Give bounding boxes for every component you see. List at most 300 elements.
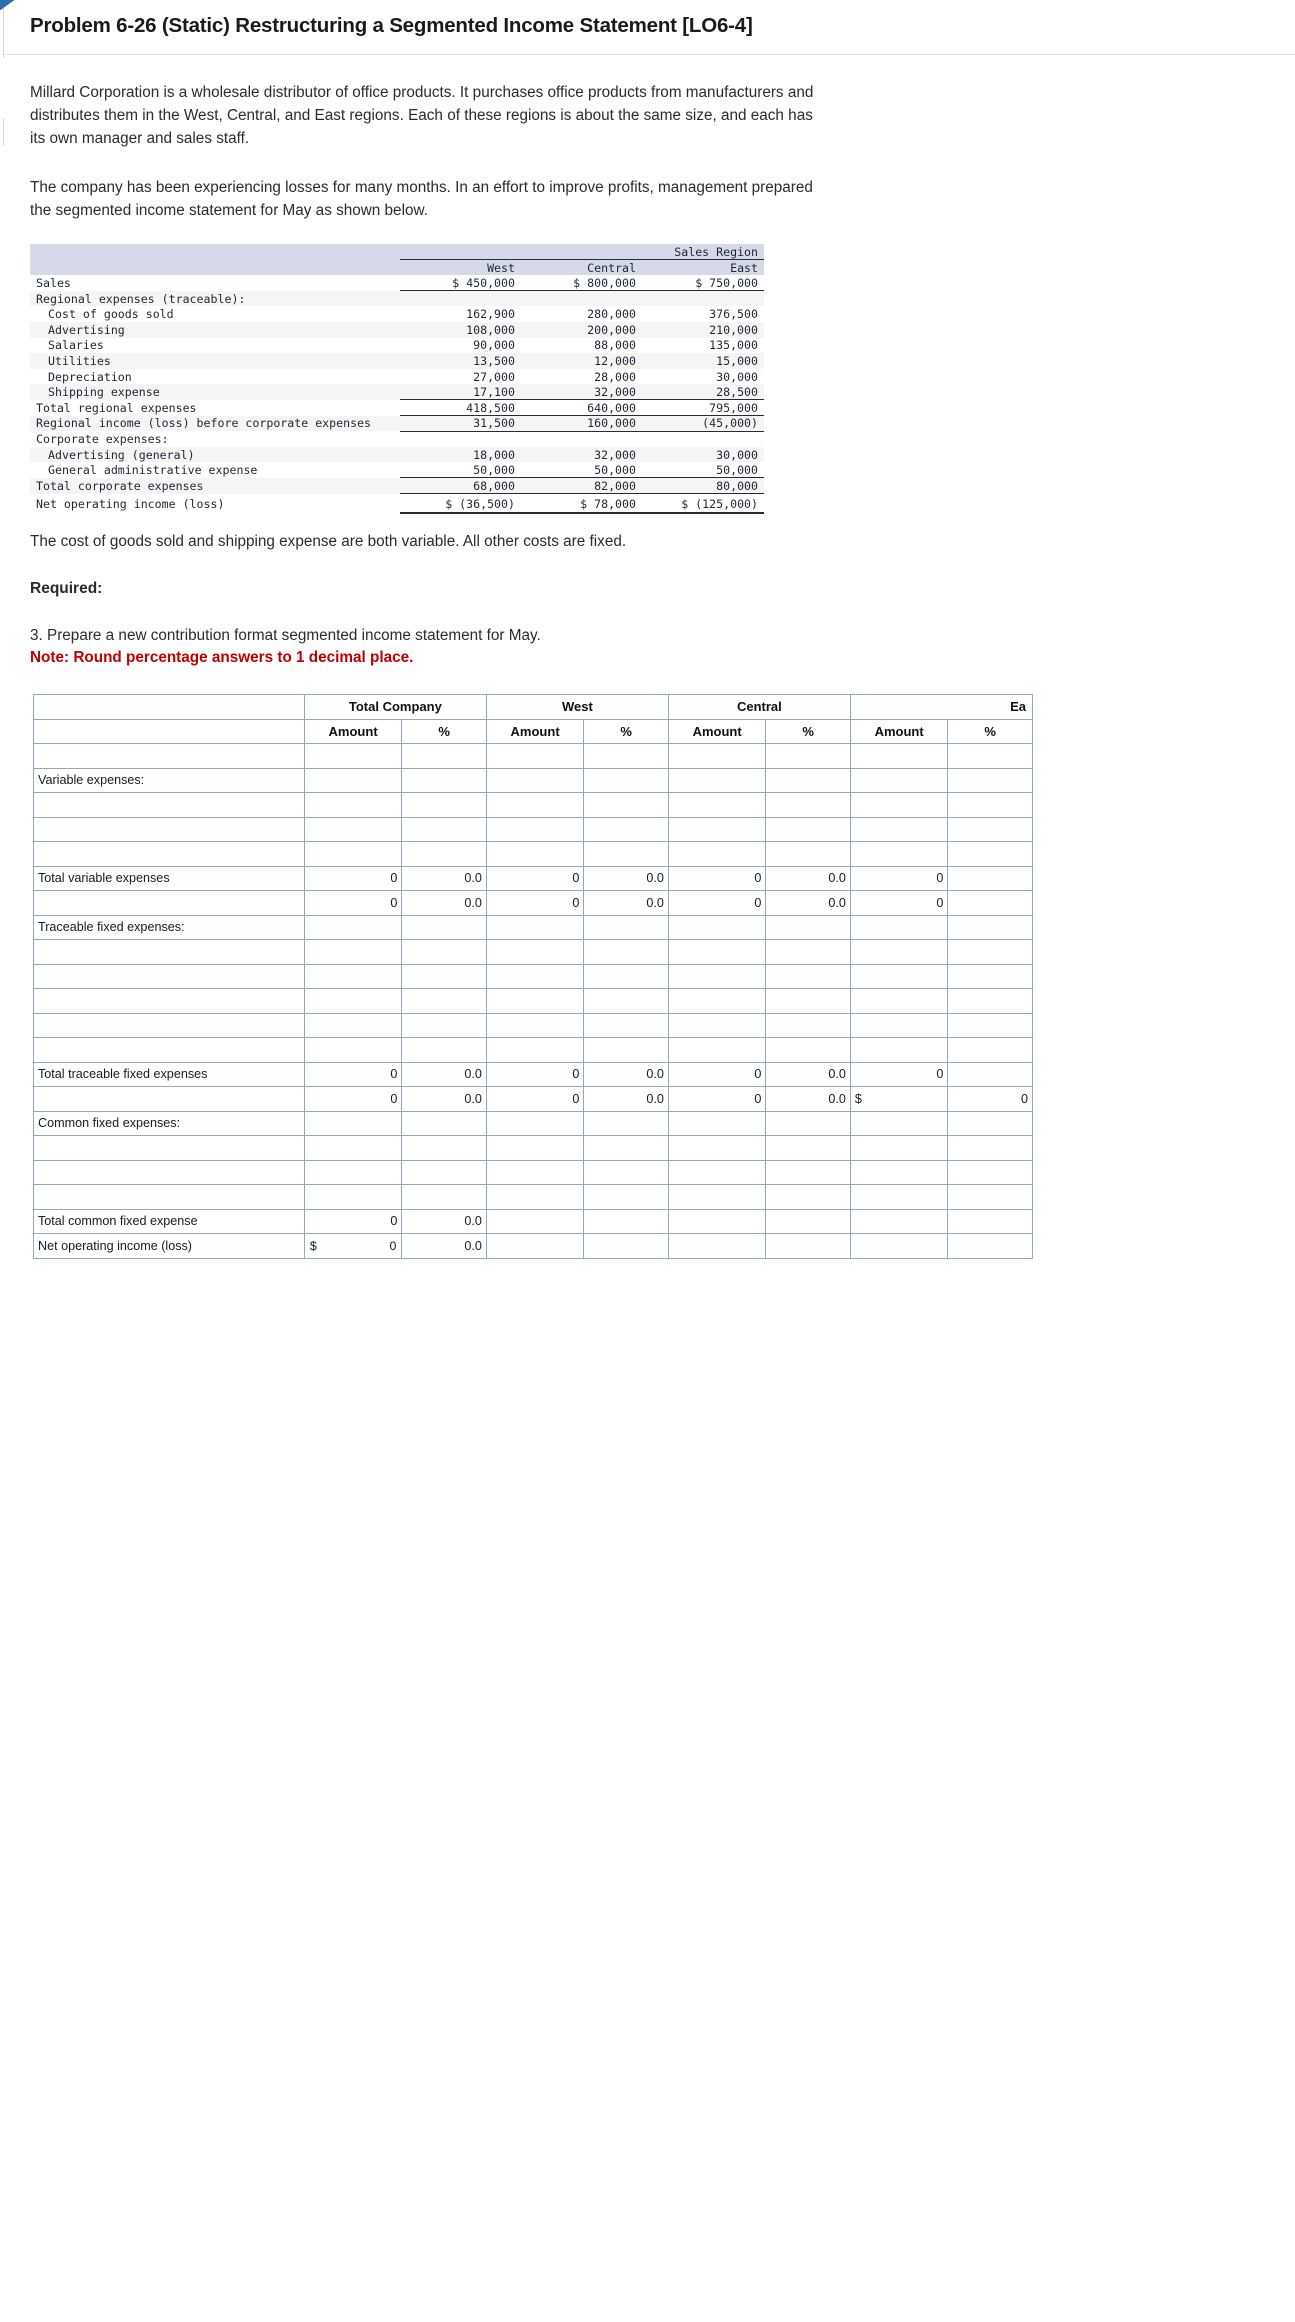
row-label: Advertising (48, 322, 125, 337)
blank-cell (766, 1185, 851, 1210)
row-label: Depreciation (48, 369, 132, 384)
row-value-central: 32,000 (594, 447, 636, 462)
sales-amount-east-input[interactable] (850, 744, 948, 769)
contribution-margin-amount-east: 0 (850, 891, 948, 916)
variable-2-amount-total-input[interactable] (304, 817, 402, 842)
traceable-3-amount-east-input[interactable] (850, 989, 948, 1014)
row-value-west: 108,000 (466, 322, 515, 337)
traceable-4-pct-east-input[interactable] (948, 1013, 1033, 1038)
sales-pct-west-input[interactable] (584, 744, 669, 769)
sheet-row-traceable-5 (34, 1038, 1033, 1063)
row-value-east: 376,500 (709, 307, 759, 322)
variable-1-amount-west-input[interactable] (486, 793, 584, 818)
blank-cell (850, 1111, 948, 1136)
segment-margin-pct-total: 0.0 (402, 1087, 487, 1112)
blank-cell (850, 768, 948, 793)
sales-pct-east-input[interactable] (948, 744, 1033, 769)
blank-cell (304, 768, 402, 793)
sheet-row-traceable-2 (34, 964, 1033, 989)
blank-cell (584, 768, 669, 793)
traceable-3-amount-west-input[interactable] (486, 989, 584, 1014)
segment-margin-amount-total: 0 (304, 1087, 402, 1112)
common-fixed-label: Common fixed expenses: (34, 1111, 305, 1136)
variable-3-amount-total-input[interactable] (304, 842, 402, 867)
contribution-format-table (33, 694, 1033, 1259)
sheet-sub-amount-east: Amount (850, 719, 948, 744)
row-label: Regional expenses (traceable): (36, 291, 246, 306)
problem-paragraph-3: The cost of goods sold and shipping expense are both variable. All other costs are fixed. (30, 533, 627, 550)
segment-margin-description-input[interactable] (34, 1087, 305, 1112)
row-value-east: 210,000 (709, 322, 759, 337)
rounding-note: Note: Round percentage answers to 1 decimal place. (30, 649, 414, 666)
blank-cell (668, 915, 766, 940)
variable-2-pct-east-input[interactable] (948, 817, 1033, 842)
row-value-east: 50,000 (642, 462, 764, 478)
traceable-3-amount-total-input[interactable] (304, 989, 402, 1014)
row-label: Sales (36, 275, 71, 290)
column-header-central: Central (587, 260, 636, 275)
problem-paragraph-1: Millard Corporation is a wholesale distributor of office products. It purchases office products from manufacturers and distributes them in the West, Central, and East regions. Each of these regions is about the same size, and each has its own manager and sales staff. (30, 84, 814, 147)
contribution-margin-description-input[interactable] (34, 891, 305, 916)
blank-cell (486, 1234, 584, 1259)
required-heading: Required: (30, 580, 103, 597)
variable-1-amount-total-input[interactable] (304, 793, 402, 818)
total-traceable-label: Total traceable fixed expenses (34, 1062, 305, 1087)
traceable-2-amount-central-input[interactable] (668, 964, 766, 989)
total-common-label: Total common fixed expense (34, 1209, 305, 1234)
column-header-west: West (487, 260, 515, 275)
table-row (30, 384, 764, 400)
blank-cell (486, 1136, 584, 1161)
sheet-group-header-row (34, 695, 1033, 720)
sheet-group-total-company: Total Company (304, 695, 486, 720)
row-value-west: 27,000 (473, 369, 515, 384)
sales-description-input[interactable] (34, 744, 305, 769)
blank-cell (850, 1234, 948, 1259)
variable-2-pct-central-input[interactable] (766, 817, 851, 842)
segment-margin-amount-east: 0 (948, 1087, 1033, 1112)
table-row (30, 353, 764, 369)
total-variable-pct-west: 0.0 (584, 866, 669, 891)
variable-1-pct-total-input[interactable] (402, 793, 487, 818)
variable-3-description-input[interactable] (34, 842, 305, 867)
row-label: General administrative expense (48, 463, 258, 478)
page-title: Problem 6-26 (Static) Restructuring a Segmented Income Statement [LO6-4] (0, 0, 1295, 55)
blank-cell (584, 915, 669, 940)
blank-cell (668, 1234, 766, 1259)
row-value-west: 13,500 (473, 353, 515, 368)
blank-cell (486, 1111, 584, 1136)
sales-pct-total-input[interactable] (402, 744, 487, 769)
total-variable-label: Total variable expenses (34, 866, 305, 891)
sheet-row-variable-1 (34, 793, 1033, 818)
blank-cell (668, 768, 766, 793)
traceable-4-pct-total-input[interactable] (402, 1013, 487, 1038)
table-row (30, 275, 764, 291)
blank-cell (766, 915, 851, 940)
row-label: Regional income (loss) before corporate expenses (36, 416, 372, 431)
page-edge-decoration-mid (0, 118, 4, 146)
total-variable-amount-west: 0 (486, 866, 584, 891)
net-operating-amount-total: 0 (389, 1238, 397, 1253)
contribution-margin-pct-total: 0.0 (402, 891, 487, 916)
sheet-sub-blank (34, 719, 305, 744)
segment-margin-pct-west: 0.0 (584, 1087, 669, 1112)
net-operating-label: Net operating income (loss) (34, 1234, 305, 1259)
sheet-row-common-2 (34, 1160, 1033, 1185)
row-value-west: 17,100 (400, 384, 521, 400)
sheet-row-traceable-3 (34, 989, 1033, 1014)
variable-2-amount-central-input[interactable] (668, 817, 766, 842)
total-variable-amount-east: 0 (850, 866, 948, 891)
sheet-group-west: West (486, 695, 668, 720)
blank-cell (948, 1185, 1033, 1210)
traceable-3-description-input[interactable] (34, 989, 305, 1014)
traceable-4-amount-central-input[interactable] (668, 1013, 766, 1038)
total-variable-pct-total: 0.0 (402, 866, 487, 891)
table-row (30, 306, 764, 322)
segmented-income-statement (0, 222, 1295, 514)
sheet-row-variable-expenses-header (34, 768, 1033, 793)
traceable-fixed-label: Traceable fixed expenses: (34, 915, 305, 940)
contribution-margin-amount-west: 0 (486, 891, 584, 916)
traceable-2-amount-west-input[interactable] (486, 964, 584, 989)
blank-cell (304, 1111, 402, 1136)
blank-cell (584, 1160, 669, 1185)
row-value-east: (45,000) (642, 416, 764, 432)
row-value-east: 80,000 (642, 478, 764, 494)
row-value-west: 90,000 (473, 338, 515, 353)
blank-cell (668, 1185, 766, 1210)
variable-3-pct-central-input[interactable] (766, 842, 851, 867)
blank-cell (486, 1209, 584, 1234)
row-value-east: 28,500 (642, 384, 764, 400)
sales-pct-central-input[interactable] (766, 744, 851, 769)
sales-amount-central-input[interactable] (668, 744, 766, 769)
row-label: Advertising (general) (48, 447, 195, 462)
blank-cell (584, 1234, 669, 1259)
blank-cell (402, 1111, 487, 1136)
traceable-3-pct-west-input[interactable] (584, 989, 669, 1014)
blank-cell (766, 1136, 851, 1161)
row-value-central: $ 800,000 (521, 275, 642, 291)
total-traceable-amount-west: 0 (486, 1062, 584, 1087)
traceable-4-amount-west-input[interactable] (486, 1013, 584, 1038)
income-statement-table (30, 244, 764, 514)
table-row (30, 416, 764, 432)
sheet-row-contribution-margin (34, 891, 1033, 916)
blank-cell (948, 1160, 1033, 1185)
row-value-central: $ 78,000 (521, 494, 642, 514)
row-label: Total regional expenses (36, 400, 197, 415)
sheet-sub-pct-central: % (766, 719, 851, 744)
variable-2-pct-total-input[interactable] (402, 817, 487, 842)
row-value-west: 50,000 (400, 462, 521, 478)
contribution-margin-pct-central: 0.0 (766, 891, 851, 916)
segment-margin-dollar-east: $ (850, 1087, 948, 1112)
traceable-4-pct-west-input[interactable] (584, 1013, 669, 1038)
traceable-3-pct-total-input[interactable] (402, 989, 487, 1014)
traceable-5-pct-central-input[interactable] (766, 1038, 851, 1063)
total-variable-amount-total: 0 (304, 866, 402, 891)
common-1-pct-total (402, 1136, 487, 1161)
traceable-1-pct-east-input[interactable] (948, 940, 1033, 965)
traceable-4-amount-total-input[interactable] (304, 1013, 402, 1038)
traceable-5-pct-east-input[interactable] (948, 1038, 1033, 1063)
traceable-1-amount-west-input[interactable] (486, 940, 584, 965)
table-row (30, 400, 764, 416)
sheet-row-sales (34, 744, 1033, 769)
variable-3-amount-west-input[interactable] (486, 842, 584, 867)
sheet-row-variable-3 (34, 842, 1033, 867)
row-value-central: 82,000 (521, 478, 642, 494)
traceable-3-pct-central-input[interactable] (766, 989, 851, 1014)
variable-2-description-input[interactable] (34, 817, 305, 842)
row-label: Salaries (48, 338, 104, 353)
variable-2-amount-east-input[interactable] (850, 817, 948, 842)
row-value-west: $ 450,000 (400, 275, 521, 291)
blank-corner-2 (30, 260, 400, 276)
total-traceable-amount-total: 0 (304, 1062, 402, 1087)
net-operating-pct-total: 0.0 (402, 1234, 487, 1259)
total-traceable-pct-central: 0.0 (766, 1062, 851, 1087)
sheet-sub-header-row (34, 719, 1033, 744)
blank-cell (766, 1209, 851, 1234)
blank-cell (948, 915, 1033, 940)
blank-cell (668, 1209, 766, 1234)
variable-3-pct-east-input[interactable] (948, 842, 1033, 867)
traceable-4-description-input[interactable] (34, 1013, 305, 1038)
total-common-pct-total: 0.0 (402, 1209, 487, 1234)
sheet-row-traceable-1 (34, 940, 1033, 965)
blank-cell (850, 915, 948, 940)
total-traceable-pct-east (948, 1062, 1033, 1087)
blank-cell (668, 1111, 766, 1136)
row-label: Net operating income (loss) (36, 496, 225, 511)
variable-1-amount-central-input[interactable] (668, 793, 766, 818)
variable-3-pct-total-input[interactable] (402, 842, 487, 867)
row-value-east (642, 291, 764, 307)
table-row (30, 494, 764, 514)
traceable-5-description-input[interactable] (34, 1038, 305, 1063)
common-2-pct-total (402, 1160, 487, 1185)
common-1-amount-total-input[interactable] (304, 1136, 402, 1161)
total-traceable-amount-east: 0 (850, 1062, 948, 1087)
sales-amount-west-input[interactable] (486, 744, 584, 769)
table-group-header-row (30, 244, 764, 260)
sheet-row-traceable-fixed-header (34, 915, 1033, 940)
blank-cell (766, 1160, 851, 1185)
traceable-2-pct-east-input[interactable] (948, 964, 1033, 989)
blank-cell (584, 1111, 669, 1136)
row-value-east: $ (125,000) (642, 494, 764, 514)
segment-margin-amount-central: 0 (668, 1087, 766, 1112)
traceable-2-pct-central-input[interactable] (766, 964, 851, 989)
variable-2-amount-west-input[interactable] (486, 817, 584, 842)
answer-spreadsheet (0, 668, 1295, 1259)
total-traceable-pct-total: 0.0 (402, 1062, 487, 1087)
blank-cell (584, 1185, 669, 1210)
traceable-5-amount-central-input[interactable] (668, 1038, 766, 1063)
variable-3-amount-central-input[interactable] (668, 842, 766, 867)
variable-2-pct-west-input[interactable] (584, 817, 669, 842)
traceable-1-amount-central-input[interactable] (668, 940, 766, 965)
traceable-3-pct-east-input[interactable] (948, 989, 1033, 1014)
traceable-5-pct-total-input[interactable] (402, 1038, 487, 1063)
total-variable-pct-central: 0.0 (766, 866, 851, 891)
row-value-central (521, 431, 642, 447)
row-label: Shipping expense (48, 385, 160, 400)
traceable-5-amount-east-input[interactable] (850, 1038, 948, 1063)
variable-1-description-input[interactable] (34, 793, 305, 818)
sheet-row-total-common (34, 1209, 1033, 1234)
row-label: Cost of goods sold (48, 307, 174, 322)
sheet-sub-pct-west: % (584, 719, 669, 744)
sheet-row-total-variable (34, 866, 1033, 891)
row-value-central: 640,000 (521, 400, 642, 416)
row-value-east: 795,000 (642, 400, 764, 416)
traceable-4-pct-central-input[interactable] (766, 1013, 851, 1038)
sheet-sub-amount-total: Amount (304, 719, 402, 744)
sheet-sub-pct-total: % (402, 719, 487, 744)
blank-cell (850, 1160, 948, 1185)
variable-1-pct-central-input[interactable] (766, 793, 851, 818)
variable-1-pct-west-input[interactable] (584, 793, 669, 818)
blank-cell (948, 1136, 1033, 1161)
traceable-2-description-input[interactable] (34, 964, 305, 989)
row-value-west: $ (36,500) (400, 494, 521, 514)
sheet-group-central: Central (668, 695, 850, 720)
contribution-margin-pct-east (948, 891, 1033, 916)
row-value-central: 88,000 (594, 338, 636, 353)
common-3-amount-total-input[interactable] (304, 1185, 402, 1210)
segment-margin-amount-west: 0 (486, 1087, 584, 1112)
blank-cell (948, 1234, 1033, 1259)
traceable-1-description-input[interactable] (34, 940, 305, 965)
variable-3-amount-east-input[interactable] (850, 842, 948, 867)
sheet-sub-amount-central: Amount (668, 719, 766, 744)
row-value-east: 15,000 (716, 353, 759, 368)
sheet-group-east: Ea (850, 695, 1032, 720)
blank-cell (668, 1136, 766, 1161)
traceable-5-amount-total-input[interactable] (304, 1038, 402, 1063)
blank-cell (486, 768, 584, 793)
common-2-description-input[interactable] (34, 1160, 305, 1185)
traceable-5-pct-west-input[interactable] (584, 1038, 669, 1063)
traceable-1-pct-central-input[interactable] (766, 940, 851, 965)
traceable-2-pct-west-input[interactable] (584, 964, 669, 989)
row-value-west: 68,000 (400, 478, 521, 494)
variable-1-pct-east-input[interactable] (948, 793, 1033, 818)
blank-cell (402, 915, 487, 940)
blank-cell (402, 768, 487, 793)
row-value-central: 32,000 (521, 384, 642, 400)
traceable-3-amount-central-input[interactable] (668, 989, 766, 1014)
row-value-east: 135,000 (709, 338, 759, 353)
row-label: Total corporate expenses (36, 478, 204, 493)
table-column-header-row (30, 260, 764, 276)
traceable-1-amount-east-input[interactable] (850, 940, 948, 965)
variable-1-amount-east-input[interactable] (850, 793, 948, 818)
row-value-central: 200,000 (587, 322, 636, 337)
traceable-1-pct-west-input[interactable] (584, 940, 669, 965)
requirement-text: 3. Prepare a new contribution format segmented income statement for May. (30, 627, 541, 644)
blank-corner (30, 244, 400, 260)
net-operating-dollar-sign: $ (309, 1238, 317, 1253)
row-value-west: 418,500 (400, 400, 521, 416)
total-traceable-pct-west: 0.0 (584, 1062, 669, 1087)
row-label: Utilities (48, 353, 111, 368)
sheet-sub-pct-east: % (948, 719, 1033, 744)
blank-cell (948, 1209, 1033, 1234)
traceable-5-amount-west-input[interactable] (486, 1038, 584, 1063)
table-row (30, 462, 764, 478)
common-2-amount-total-input[interactable] (304, 1160, 402, 1185)
row-value-central: 50,000 (521, 462, 642, 478)
net-operating-amount-total-cell (304, 1234, 402, 1259)
sales-amount-total-input[interactable] (304, 744, 402, 769)
segment-margin-pct-central: 0.0 (766, 1087, 851, 1112)
row-value-east: $ 750,000 (642, 275, 764, 291)
table-row (30, 322, 764, 338)
table-row (30, 447, 764, 463)
common-1-description-input[interactable] (34, 1136, 305, 1161)
group-header-sales-region: Sales Region (400, 244, 764, 260)
row-value-central (521, 291, 642, 307)
traceable-1-amount-total-input[interactable] (304, 940, 402, 965)
total-variable-pct-east (948, 866, 1033, 891)
blank-cell (850, 1209, 948, 1234)
blank-cell (486, 1185, 584, 1210)
row-value-central: 12,000 (594, 353, 636, 368)
total-traceable-amount-central: 0 (668, 1062, 766, 1087)
sheet-row-variable-2 (34, 817, 1033, 842)
traceable-2-amount-east-input[interactable] (850, 964, 948, 989)
total-common-amount-total: 0 (304, 1209, 402, 1234)
traceable-2-amount-total-input[interactable] (304, 964, 402, 989)
sheet-corner-blank (34, 695, 305, 720)
row-value-west (400, 431, 521, 447)
problem-paragraph-2: The company has been experiencing losses for many months. In an effort to improve profits, management prepared the segmented income statement for May as shown below. (30, 179, 813, 219)
sheet-row-segment-margin (34, 1087, 1033, 1112)
sheet-row-traceable-4 (34, 1013, 1033, 1038)
column-header-east: East (730, 260, 759, 275)
traceable-2-pct-total-input[interactable] (402, 964, 487, 989)
row-value-central: 280,000 (587, 307, 636, 322)
row-value-central: 28,000 (594, 369, 636, 384)
table-row (30, 291, 764, 307)
contribution-margin-amount-central: 0 (668, 891, 766, 916)
table-row (30, 431, 764, 447)
traceable-4-amount-east-input[interactable] (850, 1013, 948, 1038)
row-value-central: 160,000 (521, 416, 642, 432)
sheet-row-common-3 (34, 1185, 1033, 1210)
blank-cell (584, 1136, 669, 1161)
variable-3-pct-west-input[interactable] (584, 842, 669, 867)
blank-cell (766, 768, 851, 793)
common-3-pct-total (402, 1185, 487, 1210)
blank-cell (948, 768, 1033, 793)
table-row (30, 369, 764, 385)
traceable-1-pct-total-input[interactable] (402, 940, 487, 965)
total-variable-amount-central: 0 (668, 866, 766, 891)
row-value-east: 30,000 (716, 447, 759, 462)
common-3-description-input[interactable] (34, 1185, 305, 1210)
blank-cell (304, 915, 402, 940)
blank-cell (766, 1111, 851, 1136)
blank-cell (584, 1209, 669, 1234)
row-value-west (400, 291, 521, 307)
